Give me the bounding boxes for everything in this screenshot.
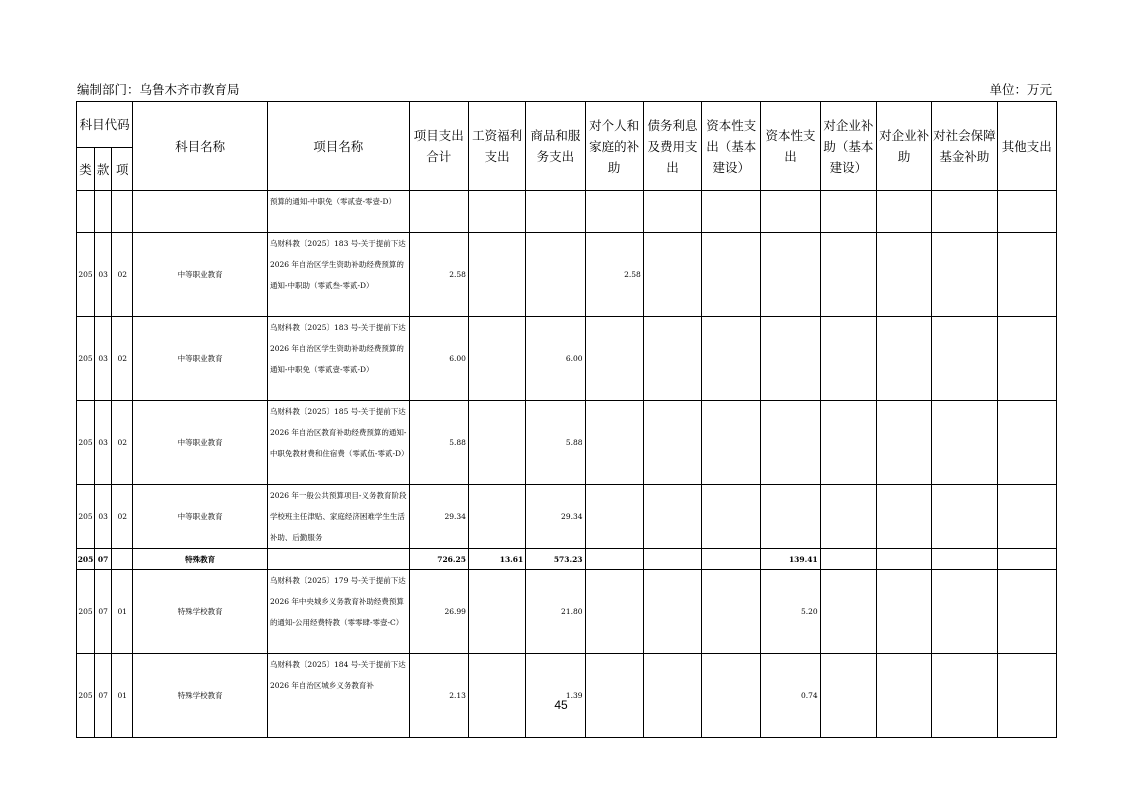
cell-other — [997, 233, 1056, 317]
cell-capital — [761, 401, 820, 485]
cell-kuan: 03 — [95, 401, 112, 485]
table-body — [77, 191, 1057, 738]
cell-enterprise-basic — [820, 549, 876, 570]
table-row — [77, 401, 1057, 485]
cell-enterprise — [876, 570, 931, 654]
cell-capital: 0.74 — [761, 654, 820, 738]
cell-subject: 中等职业教育 — [133, 401, 268, 485]
cell-goods — [526, 233, 585, 317]
cell-capital: 5.20 — [761, 570, 820, 654]
header-personal: 对个人和家庭的补助 — [585, 102, 643, 191]
cell-social — [932, 654, 997, 738]
cell-project: 乌财科教〔2025〕179 号-关于提前下达 2026 年中央城乡义务教育补助经费预算的通知-公用经费特教（零零肆-零壹-C） — [267, 570, 409, 654]
cell-enterprise-basic — [820, 654, 876, 738]
header-social: 对社会保障基金补助 — [932, 102, 997, 191]
cell-capital-basic — [702, 401, 761, 485]
header-enterprise: 对企业补助 — [876, 102, 931, 191]
cell-enterprise-basic — [820, 401, 876, 485]
cell-other — [997, 401, 1056, 485]
table-row — [77, 485, 1057, 549]
table-row — [77, 549, 1057, 570]
cell-goods: 21.80 — [526, 570, 585, 654]
cell-salary — [468, 191, 525, 233]
cell-xiang: 01 — [112, 570, 133, 654]
cell-total: 29.34 — [409, 485, 468, 549]
cell-project: 2026 年一般公共预算项目-义务教育阶段学校班主任津贴、家庭经济困难学生生活补助、后勤服务 — [267, 485, 409, 549]
table-row — [77, 570, 1057, 654]
cell-social — [932, 233, 997, 317]
cell-enterprise-basic — [820, 191, 876, 233]
cell-enterprise — [876, 401, 931, 485]
budget-table — [76, 101, 1057, 738]
cell-xiang — [112, 191, 133, 233]
header-capital: 资本性支出 — [761, 102, 820, 191]
cell-goods: 573.23 — [526, 549, 585, 570]
cell-enterprise-basic — [820, 317, 876, 401]
cell-xiang: 02 — [112, 233, 133, 317]
cell-personal — [585, 654, 643, 738]
cell-xiang: 02 — [112, 485, 133, 549]
cell-total: 2.13 — [409, 654, 468, 738]
cell-capital: 139.41 — [761, 549, 820, 570]
cell-social — [932, 401, 997, 485]
cell-capital — [761, 191, 820, 233]
header-enterprise-basic: 对企业补助（基本建设） — [820, 102, 876, 191]
cell-project: 乌财科教〔2025〕183 号-关于提前下达 2026 年自治区学生资助补助经费预算的通知-中职助（零贰叁-零贰-D） — [267, 233, 409, 317]
cell-xiang: 01 — [112, 654, 133, 738]
cell-salary: 13.61 — [468, 549, 525, 570]
cell-capital-basic — [702, 317, 761, 401]
department-label: 编制部门：乌鲁木齐市教育局 — [77, 82, 240, 97]
cell-lei: 205 — [77, 485, 95, 549]
cell-goods: 5.88 — [526, 401, 585, 485]
page-number: 45 — [554, 698, 568, 712]
cell-debt — [643, 549, 701, 570]
header-debt: 债务利息及费用支出 — [643, 102, 701, 191]
cell-subject: 中等职业教育 — [133, 317, 268, 401]
cell-lei: 205 — [77, 401, 95, 485]
cell-social — [932, 485, 997, 549]
cell-other — [997, 654, 1056, 738]
cell-debt — [643, 401, 701, 485]
cell-debt — [643, 233, 701, 317]
cell-personal: 2.58 — [585, 233, 643, 317]
cell-kuan: 03 — [95, 485, 112, 549]
header-subject-name: 科目名称 — [133, 102, 268, 191]
cell-personal — [585, 485, 643, 549]
cell-capital-basic — [702, 570, 761, 654]
cell-salary — [468, 654, 525, 738]
cell-other — [997, 191, 1056, 233]
cell-goods — [526, 191, 585, 233]
cell-enterprise-basic — [820, 570, 876, 654]
cell-kuan: 03 — [95, 317, 112, 401]
cell-total — [409, 191, 468, 233]
cell-total: 5.88 — [409, 401, 468, 485]
cell-capital-basic — [702, 191, 761, 233]
cell-goods: 1.39 — [526, 654, 585, 738]
cell-enterprise — [876, 485, 931, 549]
cell-capital-basic — [702, 485, 761, 549]
cell-xiang — [112, 549, 133, 570]
cell-enterprise — [876, 317, 931, 401]
cell-enterprise-basic — [820, 233, 876, 317]
cell-social — [932, 570, 997, 654]
cell-personal — [585, 570, 643, 654]
cell-capital — [761, 233, 820, 317]
cell-salary — [468, 485, 525, 549]
header-capital-basic: 资本性支出（基本建设） — [702, 102, 761, 191]
cell-capital — [761, 485, 820, 549]
cell-personal — [585, 191, 643, 233]
cell-enterprise-basic — [820, 485, 876, 549]
cell-lei — [77, 191, 95, 233]
cell-goods: 6.00 — [526, 317, 585, 401]
cell-total: 2.58 — [409, 233, 468, 317]
header-kuan: 款 — [95, 148, 112, 191]
cell-xiang: 02 — [112, 401, 133, 485]
cell-enterprise — [876, 654, 931, 738]
cell-social — [932, 191, 997, 233]
cell-subject: 特殊教育 — [133, 549, 268, 570]
cell-lei: 205 — [77, 549, 95, 570]
cell-other — [997, 317, 1056, 401]
cell-other — [997, 570, 1056, 654]
cell-capital — [761, 317, 820, 401]
cell-capital-basic — [702, 233, 761, 317]
cell-project — [267, 549, 409, 570]
cell-subject: 特殊学校教育 — [133, 570, 268, 654]
cell-personal — [585, 401, 643, 485]
cell-kuan — [95, 191, 112, 233]
cell-kuan: 07 — [95, 570, 112, 654]
cell-lei: 205 — [77, 233, 95, 317]
cell-enterprise — [876, 191, 931, 233]
cell-enterprise — [876, 549, 931, 570]
header-salary: 工资福利支出 — [468, 102, 525, 191]
cell-kuan: 07 — [95, 654, 112, 738]
cell-subject: 中等职业教育 — [133, 233, 268, 317]
cell-salary — [468, 317, 525, 401]
cell-lei: 205 — [77, 570, 95, 654]
header-code-group: 科目代码 — [77, 102, 133, 148]
cell-capital-basic — [702, 549, 761, 570]
header-total: 项目支出合计 — [409, 102, 468, 191]
cell-debt — [643, 317, 701, 401]
cell-project: 乌财科教〔2025〕183 号-关于提前下达 2026 年自治区学生资助补助经费预算的通知-中职免（零贰壹-零贰-D） — [267, 317, 409, 401]
header-other: 其他支出 — [997, 102, 1056, 191]
cell-salary — [468, 570, 525, 654]
cell-other — [997, 485, 1056, 549]
header-project-name: 项目名称 — [267, 102, 409, 191]
cell-social — [932, 549, 997, 570]
cell-subject — [133, 191, 268, 233]
cell-debt — [643, 570, 701, 654]
table-row — [77, 654, 1057, 738]
header-xiang: 项 — [112, 148, 133, 191]
cell-personal — [585, 549, 643, 570]
cell-goods: 29.34 — [526, 485, 585, 549]
header-goods: 商品和服务支出 — [526, 102, 585, 191]
cell-total: 6.00 — [409, 317, 468, 401]
cell-debt — [643, 654, 701, 738]
table-row — [77, 233, 1057, 317]
cell-kuan: 07 — [95, 549, 112, 570]
cell-total: 26.99 — [409, 570, 468, 654]
header-lei: 类 — [77, 148, 95, 191]
cell-lei: 205 — [77, 317, 95, 401]
unit-label: 单位：万元 — [989, 82, 1052, 97]
cell-debt — [643, 191, 701, 233]
cell-social — [932, 317, 997, 401]
cell-project: 预算的通知-中职免（零贰壹-零壹-D） — [267, 191, 409, 233]
cell-other — [997, 549, 1056, 570]
cell-project: 乌财科教〔2025〕185 号-关于提前下达 2026 年自治区教育补助经费预算的通知-中职免教材费和住宿费（零贰伍-零贰-D） — [267, 401, 409, 485]
table-row — [77, 317, 1057, 401]
cell-salary — [468, 233, 525, 317]
cell-total: 726.25 — [409, 549, 468, 570]
cell-personal — [585, 317, 643, 401]
cell-capital-basic — [702, 654, 761, 738]
cell-enterprise — [876, 233, 931, 317]
cell-subject: 特殊学校教育 — [133, 654, 268, 738]
cell-xiang: 02 — [112, 317, 133, 401]
cell-project: 乌财科教〔2025〕184 号-关于提前下达 2026 年自治区城乡义务教育补 — [267, 654, 409, 738]
cell-subject: 中等职业教育 — [133, 485, 268, 549]
cell-kuan: 03 — [95, 233, 112, 317]
table-row — [77, 191, 1057, 233]
cell-salary — [468, 401, 525, 485]
cell-debt — [643, 485, 701, 549]
cell-lei: 205 — [77, 654, 95, 738]
